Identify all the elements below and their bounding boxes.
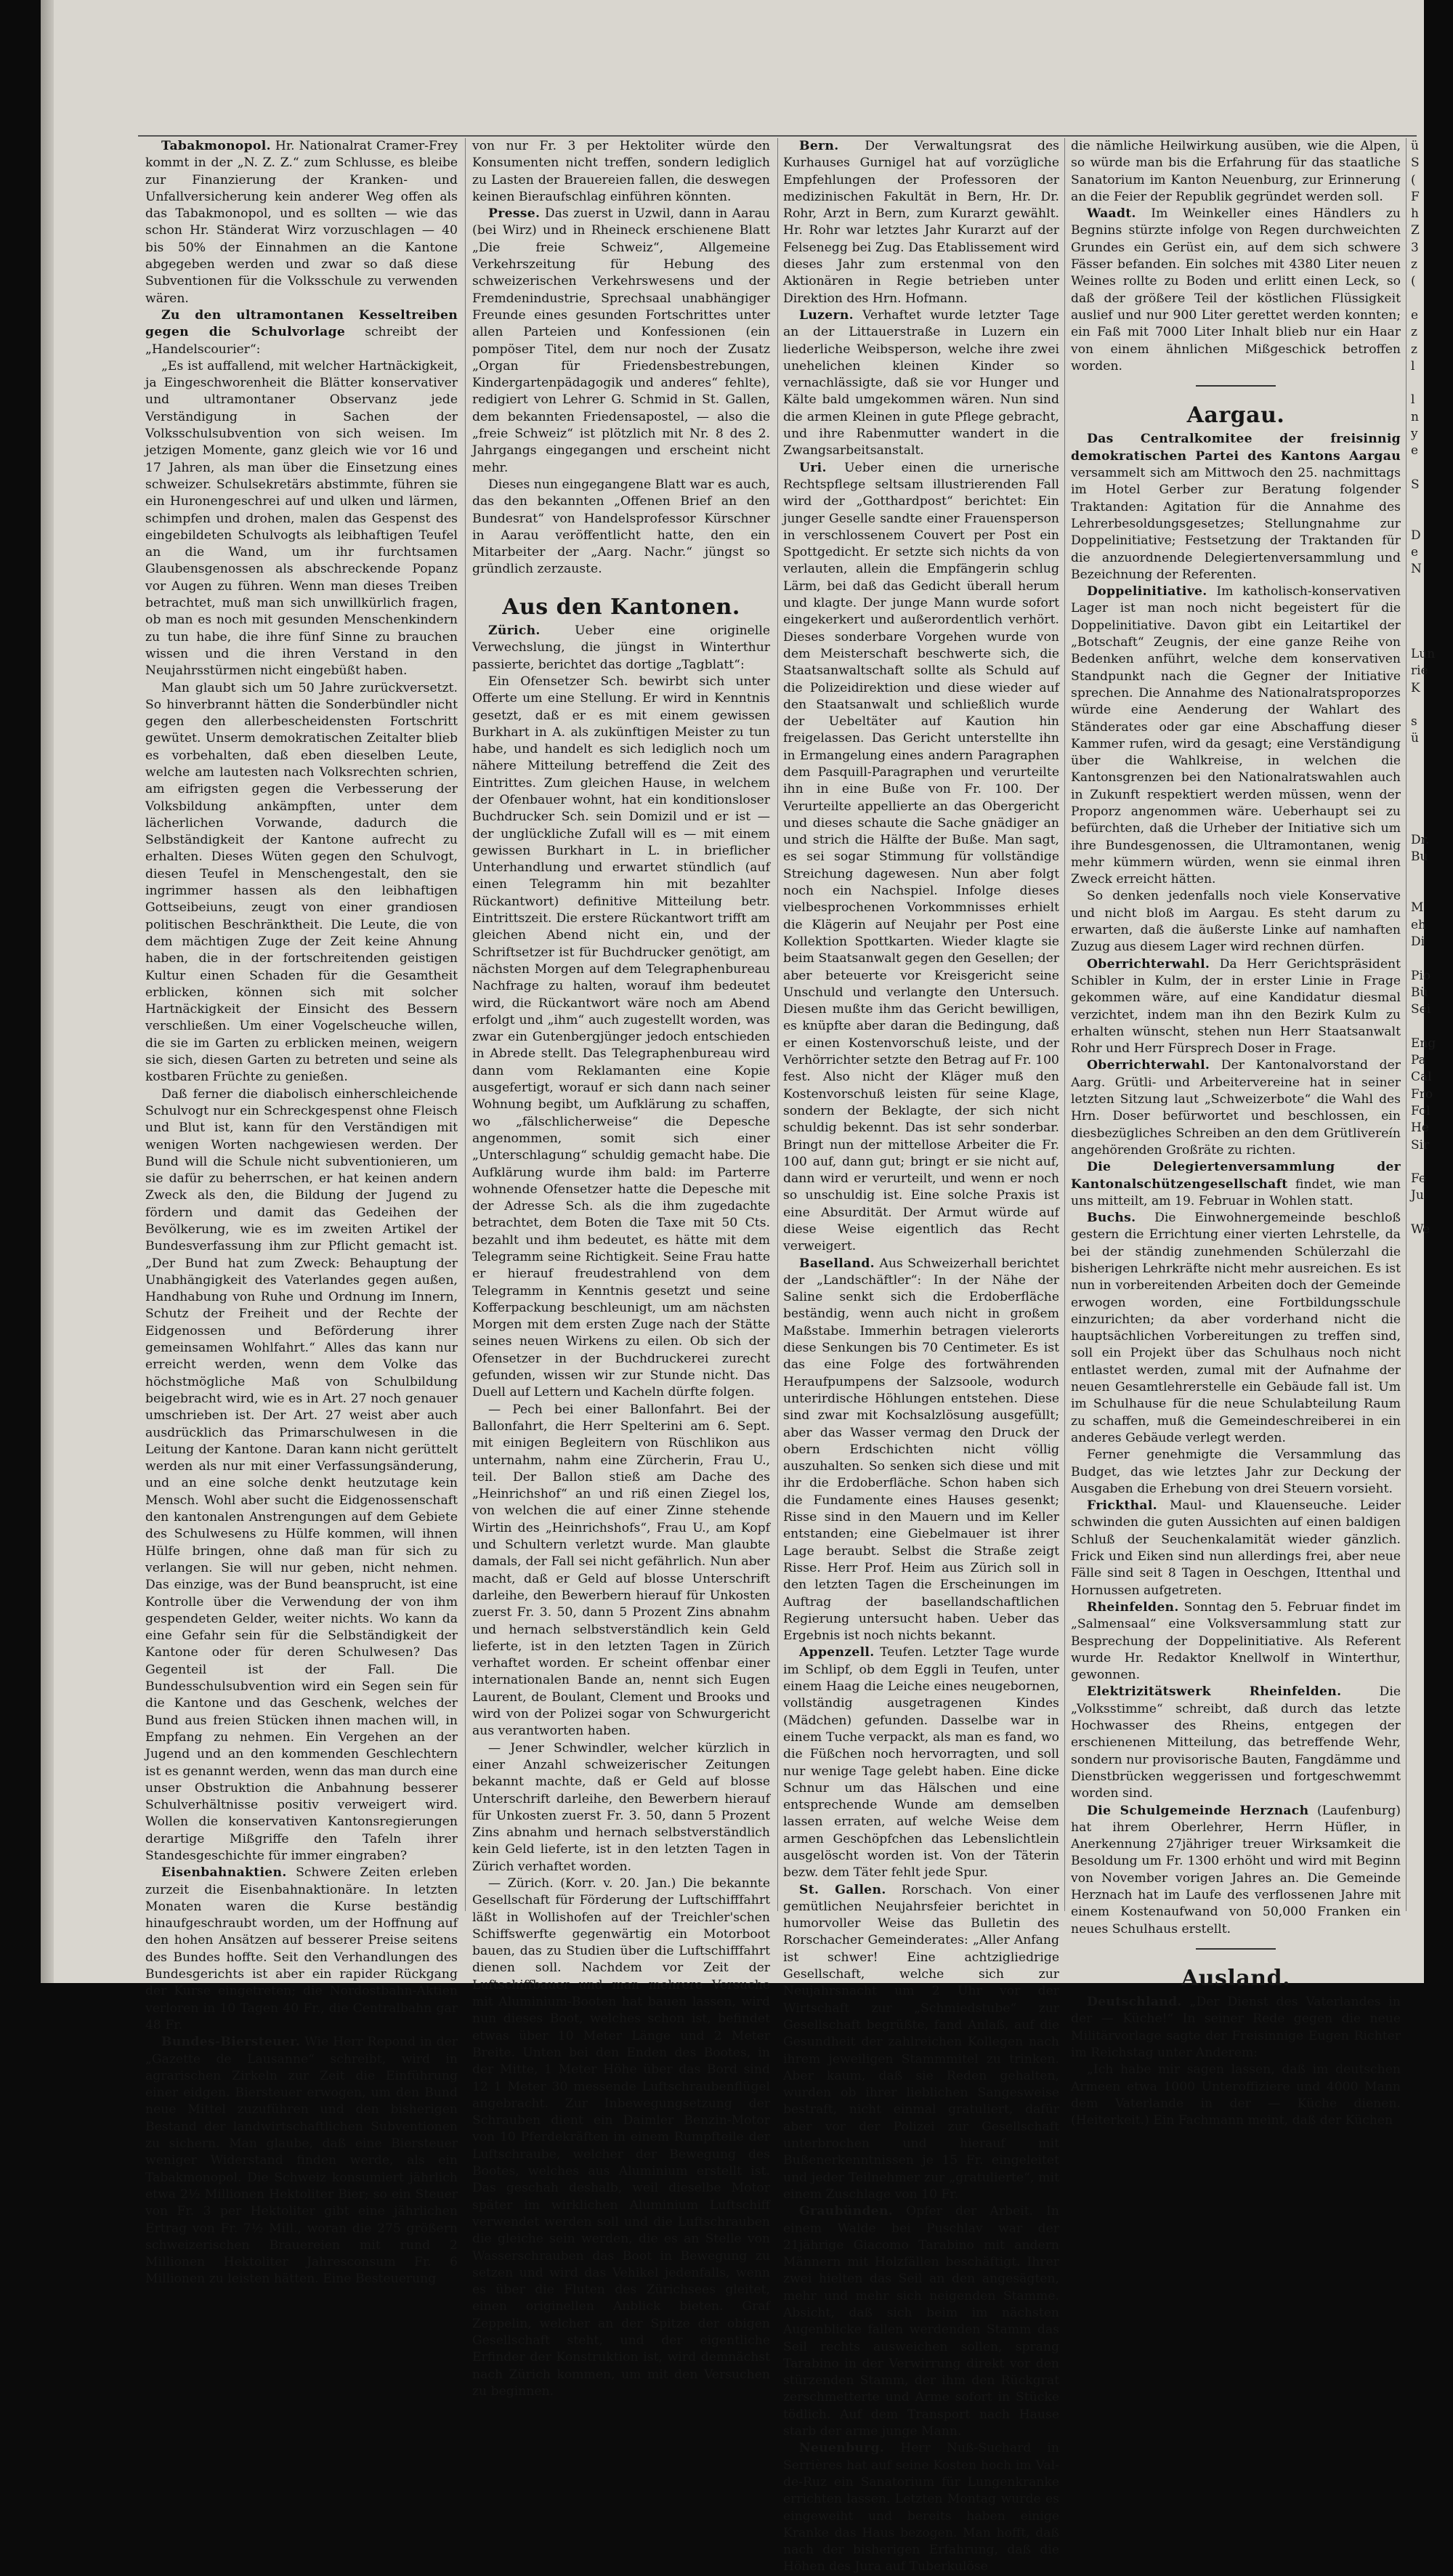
paragraph: die nämliche Heilwirkung ausüben, wie die Alpen, so würde man bis die Erfahrung für das staatliche Sanatorium im Kanton Neuenburg, zur Erinnerung an die Feier der Republik gegründet werden soll. (1071, 139, 1401, 204)
strip-line (1411, 1205, 1453, 1222)
strip-line: Fol (1411, 1103, 1430, 1118)
strip-line: He (1411, 1121, 1429, 1136)
strip-line: S (1411, 156, 1420, 171)
strip-line (1411, 375, 1453, 392)
article-heading: Neuenburg. (799, 2441, 885, 2456)
section-heading-aargau: Aargau. (1186, 403, 1285, 429)
strip-line: M (1411, 900, 1424, 916)
strip-line: rie (1411, 663, 1428, 679)
strip-line (1411, 612, 1453, 629)
article-text: Teufen. Letzter Tage wurde im Schlipf, ob dem Eggli in Teufen, unter einem Haag die Leiche eines neugebornen, vollständig ausgetragenen Kindes (Mädchen) gefunden. Dasselbe war in einem Tuche verpackt, als man es fand, wo die Füßchen noch hervorragten, und soll nur wenige Tage gelebt haben. Eine dicke Schnur um das Hälschen und eine entsprechende Wunde am demselben lassen erraten, auf welche Weise dem armen Geschöpfchen das Lebenslichtlein ausgelöscht worden ist. Von der Täterin bezw. dem Täter fehlt jede Spur. (783, 1645, 1060, 1881)
article-bern (783, 138, 1059, 307)
section-heading-ausland: Ausland. (1181, 1965, 1291, 1991)
strip-line (1411, 748, 1453, 764)
column-rule (1406, 138, 1407, 1911)
article-heading: Appenzell. (799, 1645, 875, 1660)
section-heading-kantonen: Aus den Kantonen. (502, 594, 740, 620)
strip-line: z (1411, 342, 1417, 357)
section-divider (1196, 1948, 1276, 1950)
article-elektrizitaetswerk (1071, 1684, 1401, 1802)
article-text: Der Verwaltungsrat des Kurhauses Gurnigel hat auf vorzügliche Empfehlungen der Professoren der medizinischen Fakultät in Bern, Hr. Dr. Rohr, Arzt in Bern, zum Kurarzt gewählt. Hr. Rohr war letztes Jahr Kurarzt auf der Felsenegg bei Zug. Das Etablissement wird dieses Jahr zum erstenmal von den Aktionären in Regie betrieben unter Direktion des Hrn. Hofmann. (783, 139, 1059, 306)
article-waadt (1071, 206, 1401, 375)
strip-line: h (1411, 206, 1419, 222)
article-text: (Laufenburg) hat ihrem Oberlehrer, Herrn Hüfler, in Anerkennung 27jähriger treuer Wirksamkeit die Besoldung um Fr. 1300 erhöht und wird mit Beginn von November vorigen Jahres an. Die Gemeinde Herznach hat im Laufe des verflossenen Jahre mit einem Kostenaufwand von 50,000 Franken ein neues Schulhaus erstellt. (1071, 1803, 1401, 1937)
strip-line (1411, 291, 1453, 307)
paragraph: Man glaubt sich um 50 Jahre zurückversetzt. So hinverbrannt hätten die Sonderbündler nicht gegen den allerbescheidensten Fortschritt gewütet. Unserm demokratischen Zeitalter blieb es vorbehalten, daß eben dieselben Leute, welche am lautesten nach Volksrechten schrien, am eifrigsten gegen die Verbesserung der Volksbildung ankämpften, unter dem lächerlichen Vorwande, dadurch die Selbständigkeit der Kantone aufrecht zu erhalten. Dieses Wüten gegen den Schulvogt, diesen Teufel in Menschengestalt, den sie ingrimmer hassen als den leibhaftigen Gottseibeiuns, zeugt von einer grandiosen politischen Beschränktheit. Die Leute, die von dem mächtigen Zuge der Zeit keine Ahnung haben, die in der fortschreitenden geistigen Kultur einen Schaden für die Gesamtheit erblicken, können sich mit solcher Hartnäckigkeit der Einsicht des Bessern verschließen. Um einer Vogelscheuche willen, die sie im Garten zu erblicken meinen, weigern sie sich, diesen Garten zu betreten und seine als kostbaren Früchte zu genießen. (145, 680, 458, 1085)
column-rule (1064, 138, 1065, 1911)
strip-line: e (1411, 307, 1419, 323)
strip-line (1411, 697, 1453, 714)
paragraph: — Zürich. (Korr. v. 20. Jan.) Die bekannte Gesellschaft für Förderung der Luftschifffahrt läßt in Wollishofen auf der Treichler'schen Schiffswerfte gegenwärtig ein Motorboot bauen, das zu Studien über die Luftschifffahrt dienen soll. Nachdem vor Zeit der Luftschiffbauer und man mehrere Versuche mit Aluminium-Booten hat bauen lassen, wird nun dieses Boot, welches schon ist, befindet etwas über 10 Meter Länge und 2 Meter Breite. Unten bei den Enden des Bootes, in der Mitte, 1 Meter Höhe über das Bord sind 12 1 Meter 30 messende Luftschraubenflügel angebracht. Zur Inbewegungsetzung der Schrauben dient ein Daimler Benzin-Motor von 10 Pferdekräften in einem Rumpfteile der Luftschraube, welcher der Bewegung des Bootes, welches aus Aluminium erstellt ist. Das geschah deshalb, weil dieselbe Motor später im wirklichen Aluminium Luftschiff verwendet werden soll und die Luftschrauben die gleiche sein werden, die es an Stelle von Wasserschrauben das Boot in Bewegung zu setzen und wird das Vehikel jedenfalls, wenn es über die Fluten des Zürichsees gleitet, einen originellen Anblick bieten. Graf Zeppelin, welcher an der Spitze der obigen Gesellschaft steht, und der eigentliche Erfinder der Konstruktion ist, wird demnächst nach Zürich kommen, um mit den Versuchen zu beginnen. (472, 1876, 770, 2399)
article-heading: Zürich. (488, 623, 541, 639)
article-text: Schwere Zeiten erleben zurzeit die Eisenbahnaktionäre. In letzten Monaten waren die Kurse beständig hinaufgeschraubt worden, um der Hoffnung auf den hohen Ansätzen auf besserer Preise seitens des Bundes hoffte. Seit den Verhandlungen des Bundesgerichts ist aber ein rapider Rückgang der Kurse eingetreten; die Nordostbahn-Aktien verloren in 10 Tagen 40 Fr., die Centralbahn gar 48 Fr. (145, 1865, 458, 2032)
strip-line: n (1411, 409, 1419, 424)
article-uri (783, 460, 1059, 1256)
strip-line: eh (1411, 917, 1427, 932)
article-biersteuer (145, 2034, 458, 2288)
article-heading: Frickthal. (1087, 1498, 1157, 1514)
article-heading: Waadt. (1087, 206, 1136, 222)
article-stgallen (783, 1882, 1059, 2204)
article-neuenburg (783, 2440, 1059, 2575)
article-heading: Die Delegiertenversammlung der Kantonalschützengesellschaft (1071, 1160, 1401, 1192)
article-text: findet, wie man uns mitteilt, am 19. Februar in Wohlen statt. (1071, 1176, 1401, 1208)
strip-line: N (1411, 562, 1422, 577)
article-centralkomitee (1071, 431, 1401, 584)
article-heading: Uri. (799, 460, 827, 475)
strip-line (1411, 493, 1453, 510)
article-heading: Eisenbahnaktien. (161, 1865, 287, 1881)
strip-line: z (1411, 257, 1417, 272)
strip-line (1411, 799, 1453, 815)
article-text: Ueber einen die urnerische Rechtspflege seltsam illustrierenden Fall wird der „Gotthardpost“ berichtet: Ein junger Geselle sandte einer Frauensperson in verschlossenem Couvert per Post ein Spottgedicht. Er setzte sich nichts da von verlauten, allein die Empfängerin schlug Lärm, bei daß das Gedicht überall herum und klagte. Der junge Mann wurde sofort eingekerkert und außerordentlich verhört. Dieses sonderbare Vorgehen wurde von dem Meisterschaft beschwerte sich, die Staatsanwaltschaft sollte als Schuld auf die Polizeidirektion und diese wieder auf den Staatsanwalt und schließlich wurde der Uebeltäter auf Kaution hin freigelassen. Das Gericht unterstellte ihn in Ermangelung eines andern Paragraphen dem Pasquill-Paragraphen und verurteilte ihn in eine Buße von Fr. 100. Der Verurteilte appellierte an das Obergericht und dieses schaute die Sache gnädiger an und strich die Hälfte der Buße. Man sagt, es sei sogar Stimmung für vollständige Streichung dagewesen. Nun aber folgt noch ein Nachspiel. Infolge dieses vielbesprochenen Vorkommnisses erhielt die Klägerin auf Neujahr per Post eine Kollektion Spottkarten. Wieder klagte sie beim Staatsanwalt gegen den Gesellen; der aber beteuerte vor Kreisgericht seine Unschuld und verlangte den Untersuch. Diesen mußte ihm das Gericht bewilligen, es knüpfte aber daran die Bedingung, daß er einen Kostenvorschuß leiste, und der Verhörrichter setzte den Betrag auf Fr. 100 fest. Also nicht der Kläger muß den Kostenvorschuß leisten für seine Klage, sondern der Beklagte, der sich nicht schuldig bekennt. Das ist sehr sonderbar. Bringt nun der mittellose Arbeiter die Fr. 100 auf, dann gut; bringt er sie nicht auf, dann wird er verurteilt, und wenn er noch so unschuldig ist. Eine solche Praxis ist eine Absurdität. Der Armut würde auf diese Weise eigentlich das Recht verweigert. (783, 460, 1059, 1254)
strip-line: ( (1411, 172, 1416, 187)
strip-line: e (1411, 443, 1419, 459)
strip-line: ü (1411, 139, 1419, 153)
article-heading: Baselland. (799, 1256, 875, 1271)
article-graubuenden (783, 2203, 1059, 2440)
strip-line: s (1411, 714, 1417, 730)
strip-line (1411, 1018, 1453, 1035)
strip-line: Ju (1411, 1188, 1424, 1203)
column-1 (145, 138, 458, 2287)
article-heading: Die Schulgemeinde Herznach (1087, 1803, 1309, 1818)
article-text: Hr. Nationalrat Cramer-Frey kommt in der „N. Z. Z.“ zum Schlusse, es bleibe zur Finanzierung der Kranken- und Unfallversicherung kein anderer Weg offen als das Tabakmonopol, und es sollten — wie das schon Hr. Ständerat Wirz vorzuschlagen — 40 bis 50% der Einnahmen an die Kantone abgegeben werden und zwar so daß diese Subventionen für die Volksschule zu verwenden wären. (145, 139, 458, 306)
article-oberrichterwahl (1071, 956, 1401, 1058)
column-rule (777, 138, 778, 1911)
article-heading: Rheinfelden. (1087, 1599, 1179, 1615)
article-kesseltreiben (145, 307, 458, 358)
article-deutschland (1071, 1994, 1401, 2062)
article-eisenbahnaktien (145, 1865, 458, 2034)
article-baselland (783, 1256, 1059, 1645)
article-text: schreibt der „Handelscourier“: (145, 325, 458, 357)
strip-line: z (1411, 325, 1417, 340)
article-text: „Der Dienst des Vaterlandes in der — Küche!“ In seiner Rede gegen die neue Militärvorlage sagte der Freisinnige Eugen Richter im Reichstag unter Anderem: (1071, 1995, 1401, 2061)
article-heading: Luzern. (799, 307, 854, 323)
article-heading: Buchs. (1087, 1211, 1136, 1226)
article-heading: Presse. (488, 206, 541, 222)
strip-line: Di (1411, 934, 1425, 949)
article-appenzell (783, 1644, 1059, 1881)
strip-line: We (1411, 1222, 1430, 1237)
strip-line: ( (1411, 274, 1416, 289)
article-frickthal (1071, 1498, 1401, 1599)
strip-line (1411, 781, 1453, 798)
strip-line (1411, 866, 1453, 883)
article-text: Verhaftet wurde letzter Tage an der Littauerstraße in Luzern ein liederliche Weibsperson, welche ihre zwei unehelichen kleinen Kinder so vernachlässigte, daß sie vor Hunger und Kälte bald umgekommen wären. Nun sind die armen Kleinen in gute Pflege gebracht, und ihre Rabenmutter wandert in die Zwangsarbeitsanstalt. (783, 307, 1059, 459)
article-text: Die Einwohnergemeinde beschloß gestern die Errichtung einer vierten Lehrstelle, da bei der ständig zunehmenden Schülerzahl die bisherigen Lehrkräfte nicht mehr ausreichen. Es ist nun in vorbereitenden Arbeiten doch der Gemeinde erwogen worden, eine Fortbildungsschule einzurichten; da aber vorderhand nicht die hauptsächlichen Vorbereitungen zu treffen sind, soll ein Projekt über das Schulhaus noch nicht entlastet werden, zumal mit der Aufnahme der neuen Gesamtlehrerstelle ein Gebäude fall ist. Um im Schulhause für die neue Schulabteilung Raum zu schaffen, muß die Gemeindeschreiberei in ein anderes Gebäude verlegt werden. (1071, 1211, 1401, 1445)
article-text: Ueber eine originelle Verwechslung, die jüngst in Winterthur passierte, berichtet das dortige „Tagblatt“: (472, 623, 770, 672)
column-4 (1071, 138, 1401, 2128)
section-divider (1196, 385, 1276, 387)
article-zuerich (472, 623, 770, 674)
top-rule (138, 135, 1417, 137)
article-oberrichterwahl-2 (1071, 1057, 1401, 1159)
strip-line (1411, 629, 1453, 646)
article-text: Herr Nuß-Suchard in Serrières hat auf seine Kosten hoch im Val-de-Ruz ein Sanatorium für Lungenkranke errichten lassen. Letzten Montag wurde es eingeweiht und bereits haben einige Kranke das Haus bezogen. Man hofft, daß nach der bisherigen Erfahrung, daß die Höhen des Jura auf Tuberkulöse (783, 2441, 1059, 2575)
strip-line: K (1411, 680, 1420, 695)
paragraph: „Ich habe mir sagen lassen, daß im deutschen Armeen etwa 1000 Unteroffiziere und 4000 Mann dem Vaterlande in der — Küche dienen. (Heiterkeit.) Ein Fachmann meint, daß der Küchen (1071, 2062, 1401, 2128)
strip-line (1411, 460, 1453, 477)
strip-line: Z (1411, 223, 1420, 238)
article-presse (472, 206, 770, 477)
article-text: Maul- und Klauenseuche. Leider schwinden die guten Aussichten auf einen baldigen Schluß der Seuchenkalamität wieder gänzlich. Frick und Eiken sind nun allerdings frei, aber neue Fälle sind seit 8 Tagen in Oeschgen, Ittenthal und Hornussen aufgetreten. (1071, 1498, 1401, 1598)
article-herznach (1071, 1803, 1401, 1938)
strip-line: Eng (1411, 1035, 1436, 1051)
paragraph: — Jener Schwindler, welcher kürzlich in einer Anzahl schweizerischer Zeitungen bekannt machte, daß er Geld auf blosse Unterschrift darleihe, den Bewerbern hierauf für Unkosten zuerst Fr. 3. 50, dann 5 Prozent Zins abnahm und hernach selbstverständlich kein Geld lieferte, ist in den letzten Tagen in Zürich verhaftet worden. (472, 1740, 770, 1874)
strip-line: y (1411, 427, 1418, 442)
article-text: Opfer der Arbeit. In einem Walde bei Puschlav war der 21jährige Giacomo Tarabino mit andern Männern mit Holzfällen beschäftigt. Ihrer zwei hielten das Seil an den angesägten, mehr und mehr sich neigenden Stamme. Absicht, daß sich beim im nächsten Augenblicke fallen werdenden Stamm das Seil rechts ausweichen sollen, sprang Tarabino in der Verwirrung direkt vor den stürzenden Stamm, der ihm den Rückgrat zerschmetterte und Arme sofort in Stücke tödlich. Auf dem Transport nach Hause starb der arme junge Mann. (783, 2204, 1059, 2439)
article-heading: St. Gallen. (799, 1882, 886, 1897)
strip-line (1411, 578, 1453, 595)
article-heading: Bern. (799, 139, 839, 153)
strip-line: Bu (1411, 849, 1428, 865)
article-text: versammelt sich am Mittwoch den 25. nachmittags im Hotel Gerber zur Beratung folgender Traktanden: Agitation für die Annahme des Lehrerbesoldungsgesetzes; Stellungnahme zur Doppelinitiative; Festsetzung der Traktanden für die anzuordnende Delegiertenversammlung und Bezeichnung der Referenten. (1071, 466, 1401, 582)
strip-line: ü (1411, 731, 1419, 746)
paragraph: „Es ist auffallend, mit welcher Hartnäckigkeit, ja Eingeschworenheit die Blätter konservativer und ultramontaner Observanz jede Verständigung in Sachen der Volksschulsubvention von sich weisen. Im jetzigen Momente, ganz gleich wie vor 16 und 17 Jahren, als man über die Einsetzung eines schweizer. Schulsekretärs abstimmte, führen sie ein Huronengeschrei auf und ulken und lärmen, schimpfen und drohen, malen das Gespenst des eingebildeten Schulvogts als leibhaftigen Teufel an die Wand, um ihr furchtsamen Glaubensgenossen als abschreckende Popanz vor Augen zu führen. Wenn man dieses Treiben betrachtet, muß man sich unwillkürlich fragen, ob man es noch mit gesunden Menschenkindern zu tun habe, die ihre fünf Sinne zu brauchen wissen und die ihren Verstand in den Neujahrsstürmen nicht eingebüßt haben. (145, 358, 458, 679)
strip-line: S (1411, 477, 1420, 492)
strip-line (1411, 595, 1453, 612)
strip-line: 3 (1411, 240, 1419, 255)
article-heading: Tabakmonopol. (161, 139, 271, 153)
article-heading: Deutschland. (1087, 1995, 1182, 2010)
strip-line: Fe (1411, 1171, 1426, 1187)
article-text: Die „Volksstimme“ schreibt, daß durch das letzte Hochwasser des Rheins, entgegen der erschienenen Mitteilung, das betreffende Wehr, sondern nur provisorische Bauten, Fangdämme und Dienstbrücken weggerissen und fortgeschwemmt worden sind. (1071, 1684, 1401, 1801)
strip-line: Dr. (1411, 833, 1430, 848)
strip-line: l (1411, 358, 1415, 374)
strip-line: Bü (1411, 985, 1428, 1000)
paragraph: — Pech bei einer Ballonfahrt. Bei der Ballonfahrt, die Herr Spelterini am 6. Sept. mit einigen Begleitern von Rüschlikon aus unternahm, nahm eine Zürcherin, Frau U., teil. Der Ballon stieß am Dache des „Heinrichshof“ an und riß einen Ziegel los, von welchen die auf einer Zinne stehende Wirtin des „Heinrichshofs“, Frau U., am Kopf und Schultern verletzt wurde. Man glaubte damals, der Fall sei nicht gefährlich. Nun aber macht, daß er Geld auf blosse Unterschrift darleihe, den Bewerbern hierauf für Unkosten zuerst Fr. 3. 50, dann 5 Prozent Zins abnahm und hernach selbstverständlich kein Geld lieferte, ist in den letzten Tagen in Zürich verhaftet worden. Er scheint offenbar einer internationalen Bande an, nennt sich Eugen Laurent, de Boulant, Clement und Brooks und wird von der Polizei sogar von Schwurgericht aus verantworten haben. (472, 1402, 770, 1739)
strip-line: Pio (1411, 968, 1431, 983)
strip-line: Pa (1411, 1053, 1426, 1068)
strip-line: F (1411, 189, 1420, 204)
article-luzern (783, 307, 1059, 460)
column-3 (783, 138, 1060, 2575)
article-text: Wie Herr Repond in der „Gazette de Lausanne“ schreibt, wird in agrarischen Zirkeln zur Zeit die Einführung einer eidgen. Biersteuer erwogen, um den Bund neue Mittel zuzuführen und den bisherigen Bestand der landwirtschaftlichen Subventionen zu sichern. Man glaube, daß eine Biersteuer weniger Widerstand finden werde, als ein Tabakmonopol. Die Schweiz konsumiert jährlich etwa 2½ Millionen Hektoliter Bier; so ein Steuer von Fr. 3 per Hektoliter gibt eine jährlichen Ertrag von Fr. 7½ Mill., woran die 275 größern schweizerischen Brauereien mit rund 2 Millionen Hektoliter Jahresconsum Fr. 6 Millionen zu leisten hätten. Eine Besteuerung (145, 2035, 458, 2287)
article-buchs (1071, 1210, 1401, 1447)
article-text: Das zuerst in Uzwil, dann in Aarau (bei Wirz) und in Rheineck erschienene Blatt „Die freie Schweiz“, Allgemeine Verkehrszeitung für Hebung des schweizerischen Verkehrswesens und der Fremdenindustrie, Sprechsaal unabhängiger Freunde eines gesunden Fortschrittes unter allen Parteien und Konfessionen (ein pompöser Titel, dem nur noch der Zusatz „Organ für Friedensbestrebungen, Kindergartenpädagogik und anderes“ fehlte), redigiert von Lehrer G. Schmid in St. Gallen, dem bekannten Friedensapostel, — also die „freie Schweiz“ ist plötzlich mit Nr. 8 des 2. Jahrgangs eingegangen und erscheint nicht mehr. (472, 206, 771, 475)
article-doppelinitiative (1071, 584, 1401, 888)
article-text: Im Weinkeller eines Händlers zu Begnins stürzte infolge von Regen durchweichten Grundes ein Gerüst ein, auf dem sich schwere Fässer befanden. Ein solches mit 4380 Liter neuen Weines rollte zu Boden und erlitt einen Leck, so daß der größere Teil der köstlichen Flüssigkeit auslief und nur 900 Liter gerettet werden konnten; ein Faß mit 7000 Liter Inhalt blieb nur ein Haar von einem ähnlichen Mißgeschick betroffen worden. (1071, 206, 1401, 374)
article-text: Da Herr Gerichtspräsident Schibler in Kulm, der in erster Linie in Frage gekommen wäre, auf eine Kandidatur diesmal verzichtet, indem man ihn den Bezirk Kulm zu erhalten wünscht, stehen nun Herr Staatsanwalt Rohr und Herr Fürsprech Doser in Frage. (1071, 956, 1401, 1057)
article-tabakmonopol (145, 138, 458, 307)
strip-line: Lun (1411, 646, 1436, 661)
paragraph: Dieses nun eingegangene Blatt war es auch, das den bekannten „Offenen Brief an den Bundesrat“ von Handelsprofessor Kürschner in Aarau veröffentlicht hatte, den ein Mitarbeiter der „Aarg. Nachr.“ jüngst so gründlich zerzauste. (472, 477, 770, 577)
strip-line (1411, 1154, 1453, 1171)
strip-line (1411, 511, 1453, 528)
paragraph: von nur Fr. 3 per Hektoliter würde den Konsumenten nicht treffen, sondern lediglich zu Lasten der Brauereien fallen, die deswegen keinen Bieraufschlag einführen könnten. (472, 139, 770, 204)
binding-shadow (41, 0, 54, 1983)
article-heading: Oberrichterwahl. (1087, 956, 1210, 972)
adjacent-page-strip (1411, 138, 1453, 1918)
paragraph: Daß ferner die diabolisch einherschleichende Schulvogt nur ein Schreckgespenst ohne Fleisch und Blut ist, kann für den Verständigen mit wenigen Worten nachgewiesen werden. Der Bund will die Schule nicht subventionieren, um sie dafür zu beherrschen, er hat keinen andern Zweck als den, die Bildung der Jugend zu fördern und damit das Gedeihen der Bevölkerung, wie es im zweiten Artikel der Bundesverfassung ihm zur Pflicht gemacht ist. „Der Bund hat zum Zweck: Behauptung der Unabhängigkeit des Vaterlandes gegen außen, Handhabung von Ruhe und Ordnung im Innern, Schutz der Freiheit und der Rechte der Eidgenossen und Beförderung ihrer gemeinsamen Wohlfahrt.“ Alles das kann nur erreicht werden, wenn dem Volke das höchstmögliche Maß von Schulbildung beigebracht wird, wie es in Art. 27 noch genauer umschrieben ist. Der Art. 27 weist aber auch ausdrücklich das Primarschulwesen in die Leitung der Kantone. Daran kann nicht gerüttelt werden als nur mit einer Verfassungsänderung, und an eine solche denkt heutzutage kein Mensch. Wohl aber sucht die Eidgenossenschaft den kantonalen Anstrengungen auf dem Gebiete des Schulwesens zu Hülfe kommen, will ihnen Hülfe bringen, ohne daß man für sich zu verlangen. Sie will nur geben, nicht nehmen. Das einzige, was der Bund beansprucht, ist eine Kontrolle über die Verwendung der von ihm gespendeten Gelder, weiter nichts. Wo kann da eine Gefahr sein für die Selbständigkeit der Kantone oder für deren Schulwesen? Das Gegenteil ist der Fall. Die Bundesschulsubvention wird ein Segen sein für die Kantone und das Geschenk, welches der Bund aus freien Stücken ihnen machen will, in Empfang zu nehmen. Ein Vergehen an der Jugend und an den kommenden Geschlechtern ist es genannt werden, wenn das man durch eine unser Obstruktion die Anbahnung besserer Schulverhältnisse positiv verweigert wird. Wollen die konservativen Kantonsregierungen derartige Mißgriffe den Tafeln ihrer Standesgeschichte für immer eingraben? (145, 1086, 458, 1863)
paragraph: Ein Ofensetzer Sch. bewirbt sich unter Offerte um eine Stellung. Er wird in Kenntnis gesetzt, daß er es mit einem gewissen Burkhart in A. als zukünftigen Meister zu tun habe, und handelt es sich lediglich noch um nähere Mitteilung betreffend die Zeit des Eintrittes. Zum gleichen Hause, in welchem der Ofenbauer wohnt, hat ein konditionsloser Buchdrucker Sch. sein Domizil und er ist — der unglückliche Zufall will es — mit einem gewissen Burkhart in L. in brieflicher Unterhandlung und erwartet stündlich (auf einen Telegramm hin mit bezahlter Rückantwort) definitive Mitteilung betr. Eintrittszeit. Die erstere Rückantwort trifft am gleichen Abend nicht ein, und der Schriftsetzer ist für Buchdrucker genötigt, am nächsten Morgen auf dem Telegraphenbureau Nachfrage zu halten, worauf ihm bedeutet wird, die Rückantwort wäre noch am Abend erfolgt und „ihm“ auch zugestellt worden, was zwar ein Gutenbergjünger jedoch entschieden in Abrede stellt. Das Telegraphenbureau wird dann vom Reklamanten eine Kopie ausgefertigt, worauf er sich dann nach seiner Wohnung begibt, um Aufklärung zu schaffen, wo „fälschlicherweise“ die Depesche angenommen, somit sich einer „Unterschlagung“ schuldig gemacht habe. Die Aufklärung wurde ihm bald: im Parterre wohnende Ofensetzer hatte die Depesche mit der Adresse Sch. als die ihm zugedachte betrachtet, dem Boten die Taxe mit 50 Cts. bezahlt und ihm bedeutet, es hätte mit dem Telegramm seine Richtigkeit. Seine Frau hatte er hierauf freudestrahlend von dem Telegramm in Kenntnis gesetzt und seine Kofferpackung beschleunigt, um am nächsten Morgen mit dem ersten Zuge nach der Stätte seines neuen Wirkens zu eilen. Ob sich der Ofensetzer in der Buchdruckerei zurecht gefunden, wissen wir zur Stunde nicht. Das Duell auf Lettern und Kacheln dürfte folgen. (472, 674, 770, 1400)
strip-line: Sir (1411, 1137, 1430, 1152)
article-heading: Das Centralkomitee der freisinnig demokratischen Partei des Kantons Aargau (1071, 432, 1401, 464)
strip-line (1411, 883, 1453, 900)
article-heading: Elektrizitätswerk Rheinfelden. (1087, 1684, 1342, 1700)
article-heading: Doppelinitiative. (1087, 584, 1207, 599)
strip-line: Cal (1411, 1070, 1432, 1085)
article-text: Rorschach. Von einer gemütlichen Neujahrsfeier berichtet in humorvoller Weise das Bulletin des Rorschacher Gemeinderates: „Aller Anfang ist schwer! Eine achtzigliedrige Gesellschaft, welche sich zur Neujahrsnacht um 2 Uhr vor der Wirtschaft zur „Schmiedstube“ zur Gesellschaft begrüßte, fand Anlaß, auf die Gesundheit der zahlreichen Kollegen nach ihrem jeweiligen Stammmitel zu trinken. Aber kaum, daß sie Reden gehalten, wurden ob ihrer lieblichen Sangesweise bestraft, nicht einmal gratuliert, dafür aber vor der Polizei zur Gesellschaft unterbrochen und hierauf mit Bußenerkenntnissen je 15 Fr. eingeleitet und jeder Teilnehmer zur „gratulierte“, mit einem Zuschlage von 10 Fr. (783, 1882, 1059, 2202)
article-heading: Zu den ultramontanen Kesseltreiben gegen die Schulvorlage (145, 307, 458, 340)
strip-line (1411, 815, 1453, 832)
article-text: Im katholisch-konservativen Lager ist man noch nicht begeistert für die Doppelinitiative. Davon gibt ein Leitartikel der „Botschaft“ Zeugnis, der eine ganze Reihe von Bedenken anführt, welche dem konservativen Standpunkt nach die Gegner der Initiative sprechen. Die Annahme des Nationalratsproporzes würde eine Aenderung der Wahlart des Ständerates oder gar eine Abschaffung dieser Kammer rufen, wird da gesagt; eine Verständigung über die Wahlkreise, in welchen die Kantonsgrenzen bei den Nationalratswahlen auch in Zukunft respektiert werden müssen, wenn der Proporz angenommen wäre. Ueberhaupt sei zu befürchten, daß die Urheber der Initiative sich um ihre Bundesgenossen, die Ultramontanen, wenig mehr kümmern würden, wenn sie einmal ihren Zweck erreicht hätten. (1071, 584, 1401, 887)
article-heading: Graubünden. (799, 2204, 894, 2219)
strip-line: l (1411, 392, 1415, 408)
strip-line: e (1411, 545, 1419, 560)
article-text: Sonntag den 5. Februar findet im „Salmensaal“ eine Volksversammlung statt zur Besprechung der Doppelinitiative. Als Referent wurde Hr. Redaktor Knellwolf in Winterthur, gewonnen. (1071, 1599, 1401, 1683)
article-text: Der Kantonalvorstand der Aarg. Grütli- und Arbeitervereine hat in seiner letzten Sitzung laut „Schweizerbote“ die Wahl des Hrn. Doser befürwortet und beschlossen, ein diesbezügliches Schreiben an den dem Grütlivereín angehörenden Großräte zu richten. (1071, 1058, 1401, 1158)
strip-line (1411, 950, 1453, 967)
paragraph: So denken jedenfalls noch viele Konservative und nicht bloß im Aargau. Es steht darum zu erwarten, daß die äußerste Linke auf namhaften Zuzug aus diesem Lager wird rechnen dürfen. (1071, 889, 1401, 955)
strip-line: Sei (1411, 1002, 1431, 1017)
strip-line: D (1411, 528, 1421, 543)
paragraph: Ferner genehmigte die Versammlung das Budget, das wie letztes Jahr zur Deckung der Ausgaben die Erhebung von drei Steuern vorsieht. (1071, 1448, 1401, 1496)
column-rule (465, 138, 466, 1911)
strip-line: Fro (1411, 1086, 1433, 1102)
strip-line (1411, 764, 1453, 781)
article-heading: Bundes-Biersteuer. (161, 2035, 301, 2050)
article-delegiertenversammlung (1071, 1159, 1401, 1210)
column-2 (472, 138, 771, 2399)
article-rheinfelden (1071, 1599, 1401, 1684)
article-text: Aus Schweizerhall berichtet der „Landschäftler“: In der Nähe der Saline senkt sich die Erdoberfläche beständig, wenn auch nicht in großem Maßstabe. Immerhin betragen vielerorts diese Senkungen bis 70 Centimeter. Es ist das eine Folge des fortwährenden Heraufpumpens der Salzsoole, wodurch unterirdische Höhlungen entstehen. Diese sind zwar mit Kochsalzlösung ausgefüllt; aber das Wasser vermag den Druck der obern Erdschichten nicht völlig auszuhalten. So senken sich diese und mit ihr die Erdoberfläche. Schon haben sich die Fundamente eines Hauses gesenkt; Risse sind in den Mauern und im Keller entstanden; eine Giebelmauer ist ihrer Lage beraubt. Selbst die Straße zeigt Risse. Herr Prof. Heim aus Zürich soll in den letzten Tagen die Erscheinungen im Auftrag der basellandschaftlichen Regierung untersucht haben. Ueber das Ergebnis ist noch nichts bekannt. (783, 1256, 1059, 1644)
article-heading: Oberrichterwahl. (1087, 1058, 1210, 1073)
